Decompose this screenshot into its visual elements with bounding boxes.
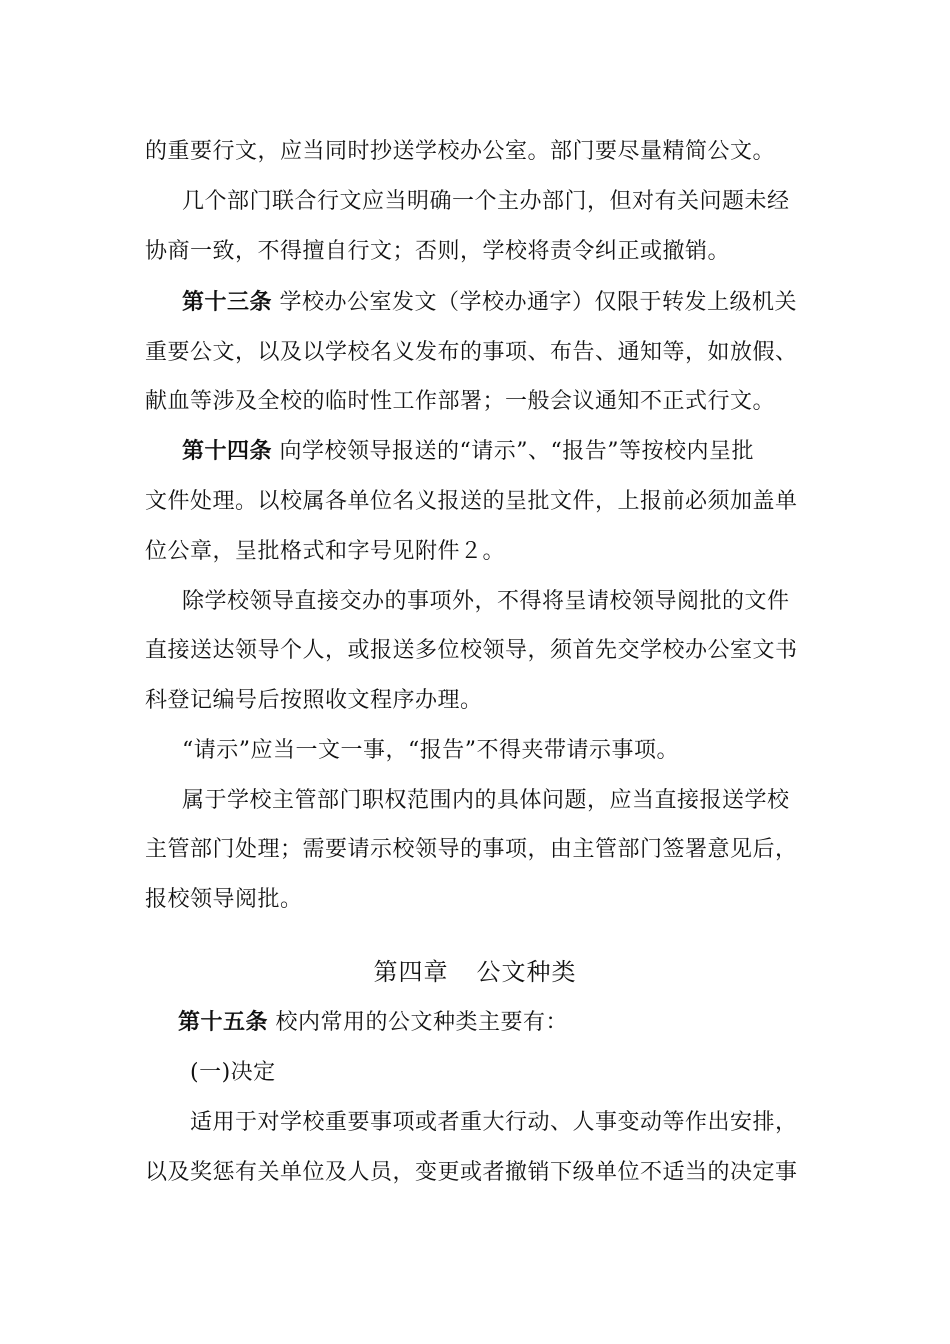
article-13-label: 第十三条	[182, 290, 273, 315]
paragraph-line: 除学校领导直接交办的事项外，不得将呈请校领导阅批的文件	[182, 589, 790, 614]
paragraph-line: 献血等涉及全校的临时性工作部署；一般会议通知不正式行文。	[145, 389, 776, 414]
paragraph-line: 协商一致，不得擅自行文；否则，学校将责令纠正或撤销。	[145, 239, 731, 264]
article-15-line	[178, 1008, 813, 1038]
paragraph-line: 的重要行文，应当同时抄送学校办公室。部门要尽量精简公文。	[145, 139, 776, 164]
chapter-title: 公文种类	[476, 958, 577, 986]
paragraph-text: 学校办公室发文（学校办通字）仅限于转发上级机关	[279, 290, 798, 315]
paragraph-text: 向学校领导报送的“请示”、“报告”等按校内呈批	[279, 439, 755, 464]
article-14-line	[182, 437, 812, 467]
paragraph-line: 以及奖惩有关单位及人员，变更或者撤销下级单位不适当的决定事	[145, 1160, 798, 1185]
paragraph-line: 属于学校主管部门职权范围内的具体问题，应当直接报送学校	[182, 788, 790, 813]
paragraph-line: 位公章，呈批格式和字号见附件２。	[145, 539, 506, 564]
article-15-label: 第十五条	[178, 1010, 269, 1035]
paragraph-line: 重要公文，以及以学校名义发布的事项、布告、通知等，如放假、	[145, 340, 798, 365]
paragraph-line: 几个部门联合行文应当明确一个主办部门，但对有关问题未经	[182, 189, 790, 214]
paragraph-line: 文件处理。以校属各单位名义报送的呈批文件，上报前必须加盖单	[145, 489, 798, 514]
paragraph-line: 直接送达领导个人，或报送多位校领导，须首先交学校办公室文书	[145, 638, 798, 663]
chapter-number: 第四章	[373, 958, 449, 986]
paragraph-line: 报校领导阅批。	[145, 887, 303, 912]
list-item-heading: (一)决定	[190, 1060, 276, 1085]
chapter-heading	[0, 955, 950, 989]
paragraph-line: “请示”应当一文一事，“报告”不得夹带请示事项。	[182, 738, 679, 763]
paragraph-line: 科登记编号后按照收文程序办理。	[145, 688, 483, 713]
article-13-line	[182, 288, 812, 318]
paragraph-line: 适用于对学校重要事项或者重大行动、人事变动等作出安排，	[190, 1110, 798, 1135]
paragraph-line: 主管部门处理；需要请示校领导的事项，由主管部门签署意见后，	[145, 837, 798, 862]
paragraph-text: 校内常用的公文种类主要有：	[275, 1010, 569, 1035]
article-14-label: 第十四条	[182, 439, 273, 464]
